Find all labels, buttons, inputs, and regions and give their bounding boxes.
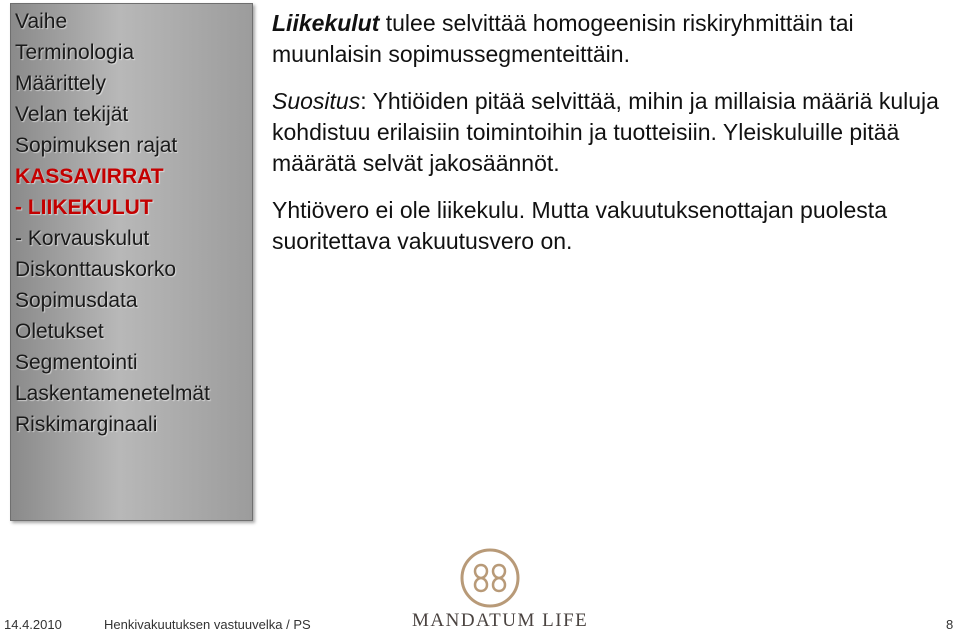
mandatum-logo-icon <box>459 547 521 609</box>
nav-item-sopimusdata[interactable]: Sopimusdata <box>15 289 138 312</box>
slide-content <box>272 8 952 273</box>
sidebar-nav <box>15 6 251 440</box>
term-liikekulut: Liikekulut <box>272 10 380 36</box>
nav-item-sopimuksen-rajat[interactable]: Sopimuksen rajat <box>15 134 178 157</box>
nav-item-laskentamenetelmat[interactable]: Laskentamenetelmät <box>15 382 210 405</box>
nav-item-maarittely[interactable]: Määrittely <box>15 72 107 95</box>
nav-item-diskonttauskorko[interactable]: Diskonttauskorko <box>15 258 177 281</box>
nav-item-kassavirrat[interactable]: KASSAVIRRAT <box>15 165 164 188</box>
paragraph-text: tulee selvittää homogeenisin riskiryhmittäin tai muunlaisin sopimussegmenteittäin. <box>272 10 854 67</box>
nav-item-oletukset[interactable]: Oletukset <box>15 320 104 343</box>
nav-item-terminologia[interactable]: Terminologia <box>15 41 135 64</box>
footer-title: Henkivakuutuksen vastuuvelka / PS <box>104 617 311 632</box>
footer-date: 14.4.2010 <box>4 617 62 632</box>
term-suositus: Suositus <box>272 88 361 114</box>
slide-footer <box>0 610 960 636</box>
nav-item-liikekulut[interactable]: - LIIKEKULUT <box>15 196 153 219</box>
paragraph-liikekulut <box>272 8 952 70</box>
nav-item-velan-tekijat[interactable]: Velan tekijät <box>15 103 129 126</box>
brand-logo-text: MANDATUM LIFE <box>412 610 589 631</box>
paragraph-text: Yhtiövero ei ole liikekulu. Mutta vakuutuksenottajan puolesta suoritettava vakuutusvero on. <box>272 197 887 254</box>
nav-item-vaihe[interactable]: Vaihe <box>15 10 68 33</box>
paragraph-yhtiovero <box>272 195 952 257</box>
nav-item-korvauskulut[interactable]: - Korvauskulut <box>15 227 150 250</box>
paragraph-suositus <box>272 86 952 179</box>
nav-item-riskimarginaali[interactable]: Riskimarginaali <box>15 413 158 436</box>
nav-item-segmentointi[interactable]: Segmentointi <box>15 351 138 374</box>
paragraph-text: : Yhtiöiden pitää selvittää, mihin ja millaisia määriä kuluja kohdistuu erilaisiin toimintoihin ja tuotteisiin. Yleiskuluille pitää määrätä selvät jakosäännöt. <box>272 88 939 176</box>
page-number: 8 <box>946 617 954 632</box>
